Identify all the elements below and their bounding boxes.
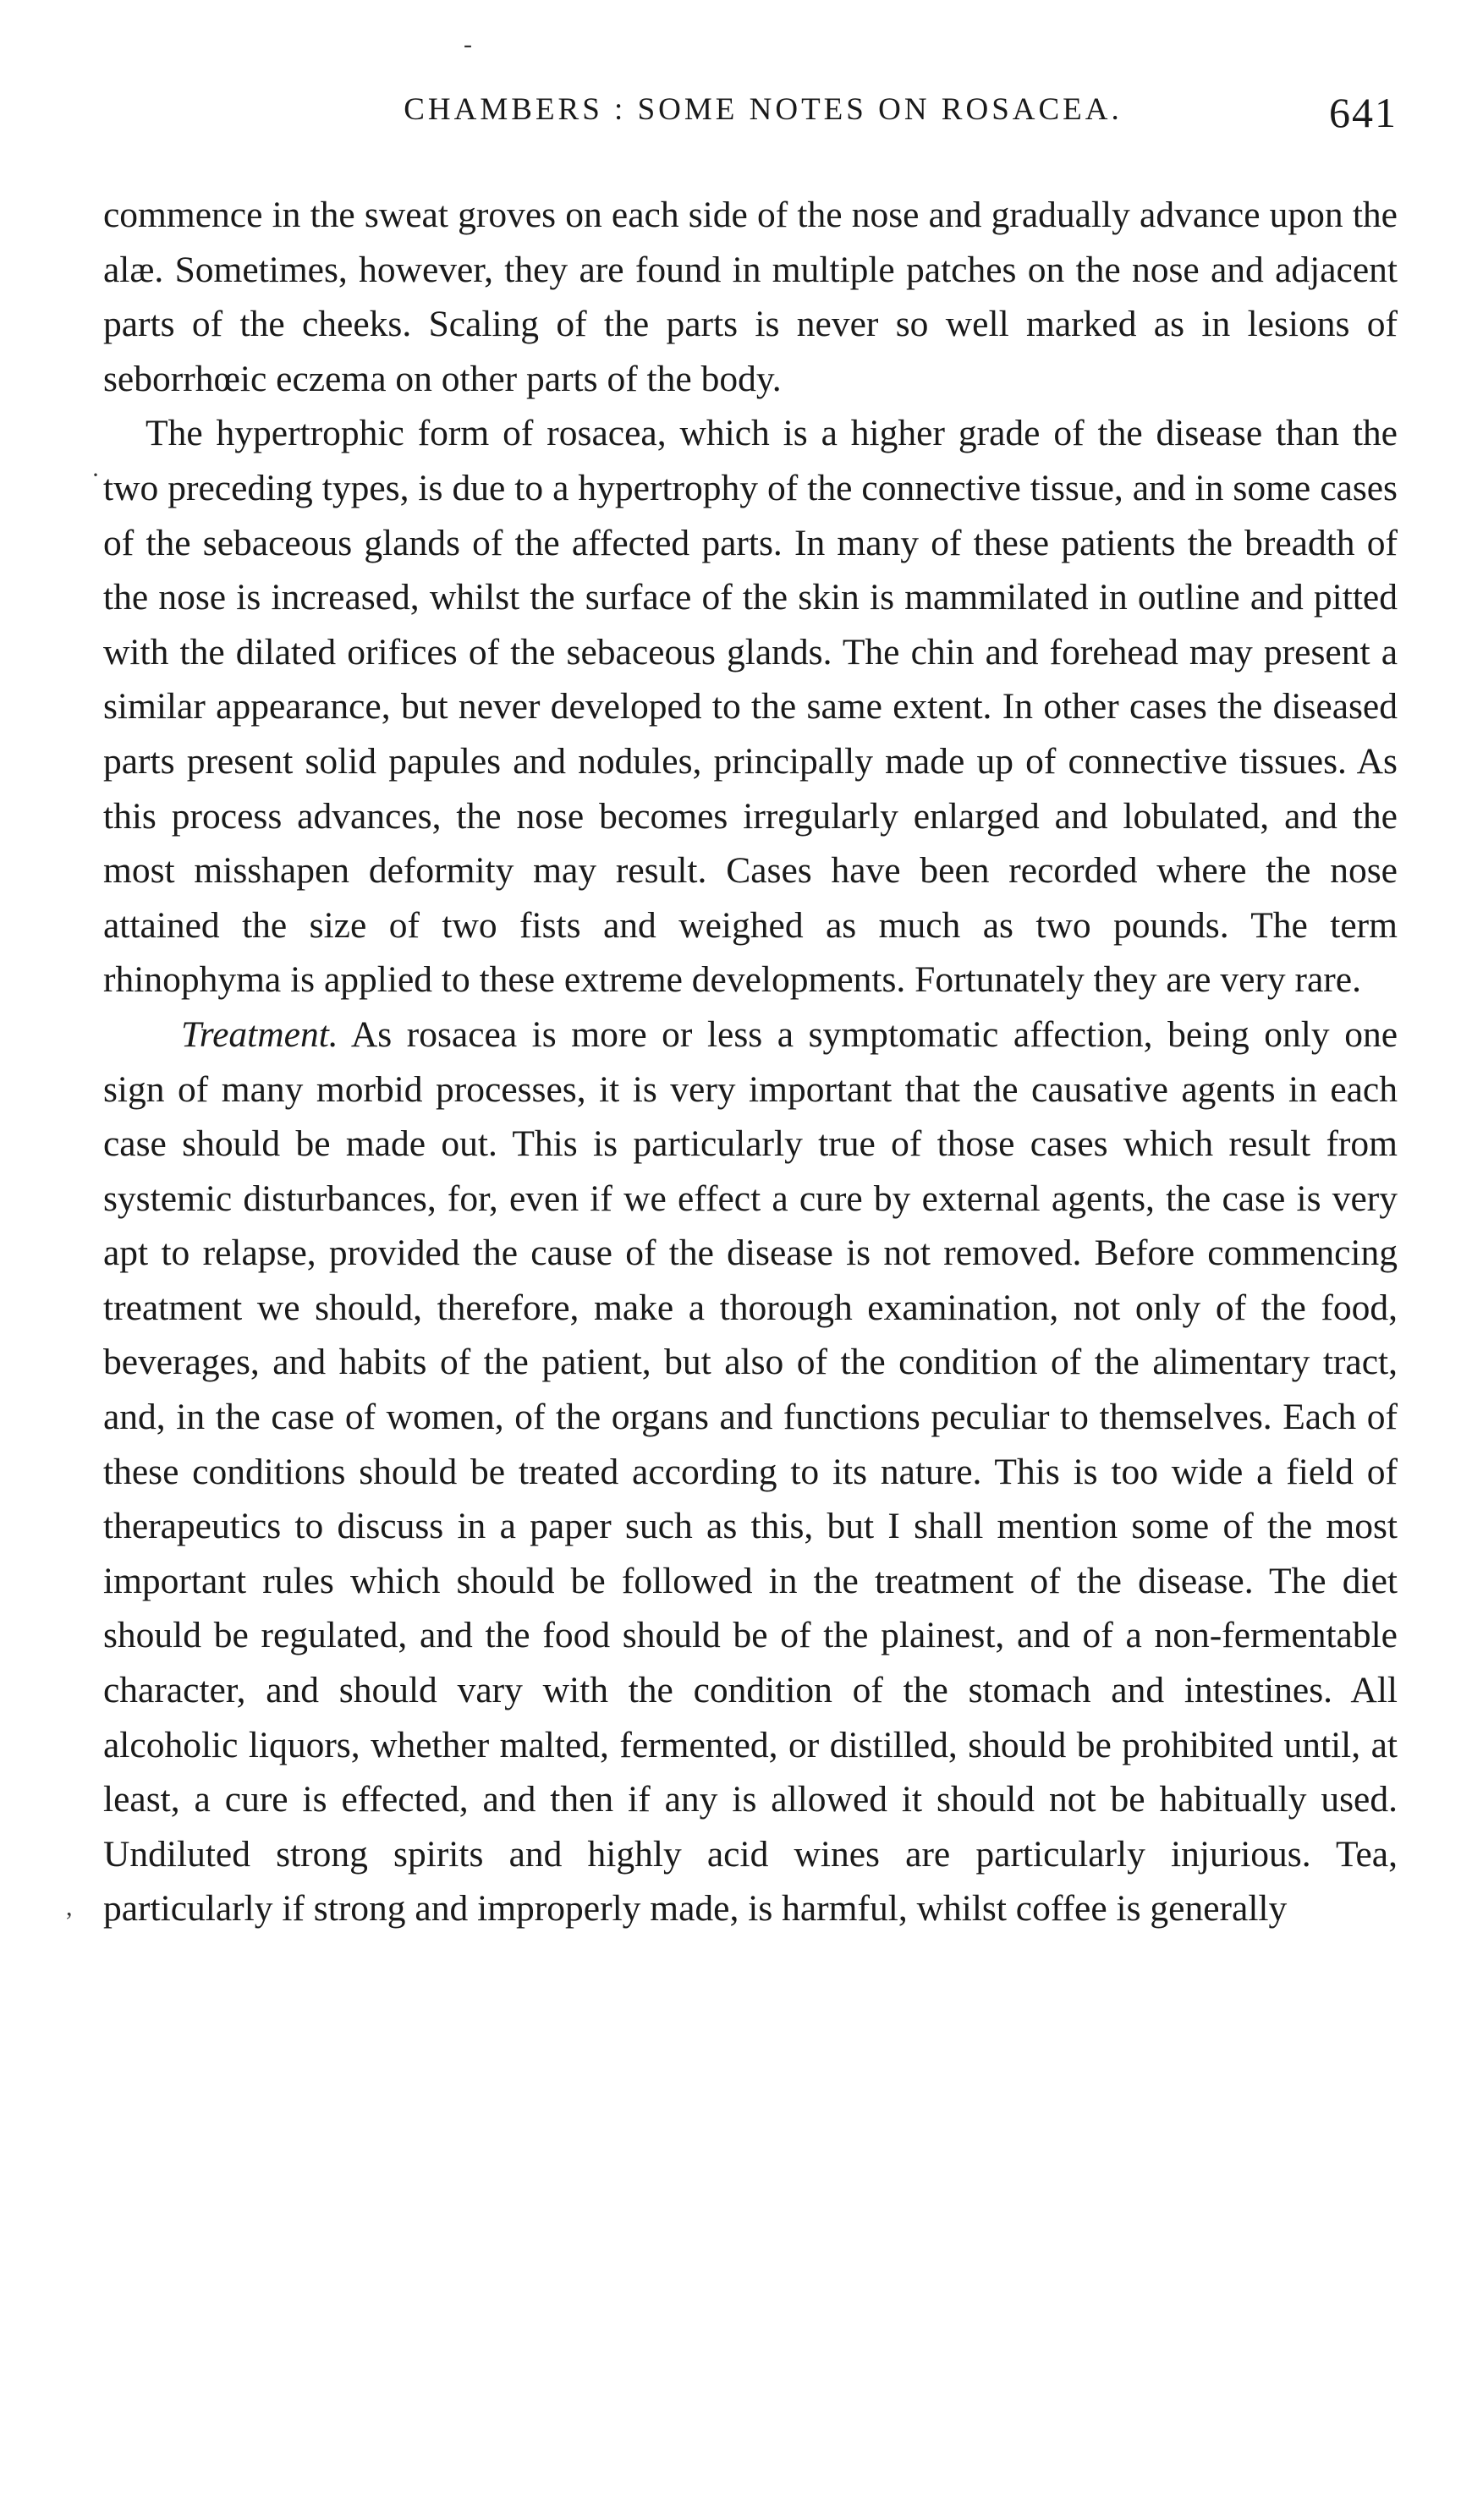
body-text xyxy=(103,188,1398,1936)
paragraph-2: The hypertrophic form of rosacea, which is a higher grade of the disease than the two preceding types, is due to a hypertrophy of the connective tissue, and in some cases of the sebaceous glands of the affected parts. In many of these patients the breadth of the nose is increased, whilst the surface of the skin is mammilated in outline and pitted with the dilated orifices of the sebaceous glands. The chin and forehead may present a similar appearance, but never developed to the same extent. In other cases the diseased parts present solid papules and nodules, principally made up of connective tissues. As this process advances, the nose becomes irregularly enlarged and lobulated, and the most misshapen deformity may result. Cases have been recorded where the nose attained the size of two fists and weighed as much as two pounds. The term rhinophyma is applied to these extreme developments. Fortunately they are very rare. xyxy=(103,413,1398,1001)
treatment-heading: Treatment. xyxy=(181,1013,338,1055)
margin-dot-mark: · xyxy=(91,461,100,489)
paragraph-3-text: As rosacea is more or less a symptomatic affection, being only one sign of many morbid processes, it is very important that the causative agents in each case should be made out. This is particularly true of those cases which result from systemic disturbances, for, even if we effect a cure by external agents, the case is very apt to relapse, provided the cause of the disease is not removed. Before commencing treatment we should, therefore, make a thorough examination, not only of the food, beverages, and habits of the patient, but also of the condition of the alimentary tract, and, in the case of women, of the organs and functions peculiar to themselves. Each of these conditions should be treated according to its nature. This is too wide a field of therapeutics to discuss in a paper such as this, but I shall mention some of the most important rules which should be followed in the treatment of the disease. The diet should be regulated, and the food should be of the plainest, and of a non-fermentable character, and should vary with the condition of the stomach and intestines. All alcoholic liquors, whether malted, fermented, or distilled, should be prohibited until, at least, a cure is effected, and then if any is allowed it should not be habitually used. Undiluted strong spirits and highly acid wines are particularly injurious. Tea, particularly if strong and improperly made, is harmful, whilst coffee is generally xyxy=(103,1013,1398,1930)
running-header xyxy=(103,91,1398,142)
running-title: CHAMBERS : SOME NOTES ON ROSACEA. xyxy=(404,92,1123,127)
paragraph-3 xyxy=(103,1007,1398,1936)
print-speck-mark: - xyxy=(464,30,472,58)
margin-dot-mark: , xyxy=(66,1893,73,1921)
paragraph-1: commence in the sweat groves on each side of the nose and gradually advance upon the alæ. Sometimes, however, they are found in multiple patches on the nose and adjacent parts of the cheeks. Scaling of the parts is never so well marked as in lesions of seborrhœic eczema on other parts of the body. xyxy=(103,195,1398,399)
page-number: 641 xyxy=(1329,89,1398,136)
